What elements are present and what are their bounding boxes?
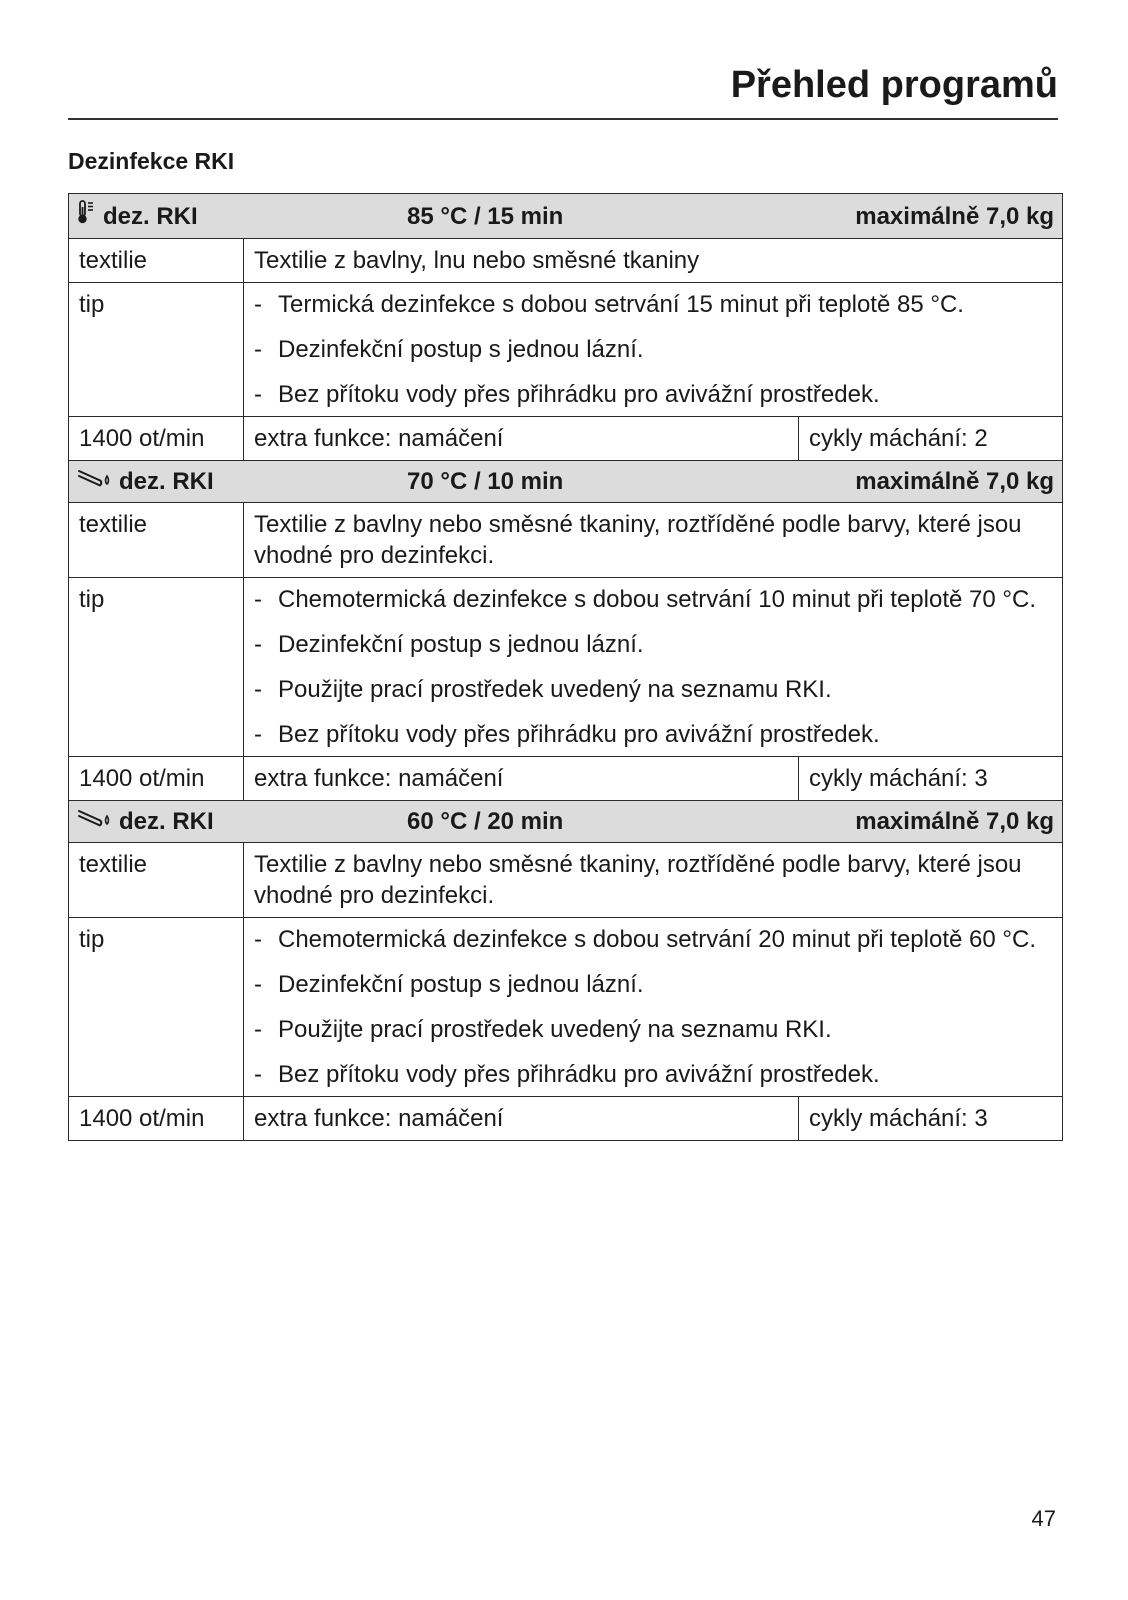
tip-list	[254, 289, 1052, 410]
extra-function: extra funkce: namáčení	[244, 757, 799, 801]
chemo-dose-icon	[77, 806, 113, 837]
program-header-row	[69, 461, 1063, 503]
tip-item: - Termická dezinfekce s dobou setrvání 15 minut při teplotě 85 °C.	[254, 289, 1052, 320]
tip-item: - Dezinfekční postup s jednou lázní.	[254, 969, 1052, 1000]
program-max-load: maximálně 7,0 kg	[855, 202, 1055, 230]
textile-value: Textilie z bavlny nebo směsné tkaniny, roztříděné podle barvy, které jsou vhodné pro dezinfekci.	[244, 843, 1063, 918]
tip-item: - Bez přítoku vody přes přihrádku pro avivážní prostředek.	[254, 719, 1052, 750]
tip-item: - Bez přítoku vody přes přihrádku pro avivážní prostředek.	[254, 1059, 1052, 1090]
page-number: 47	[1031, 1506, 1056, 1531]
textile-value: Textilie z bavlny nebo směsné tkaniny, roztříděné podle barvy, které jsou vhodné pro dezinfekci.	[244, 503, 1063, 578]
program-name: dez. RKI	[119, 808, 214, 835]
tip-list	[254, 584, 1052, 750]
program-temp-time: 70 °C / 10 min	[407, 468, 564, 495]
textile-value: Textilie z bavlny, lnu nebo směsné tkaniny	[244, 239, 1063, 283]
tip-item: - Použijte prací prostředek uvedený na seznamu RKI.	[254, 674, 1052, 705]
tip-label: tip	[69, 578, 244, 757]
program-temp-time: 85 °C / 15 min	[407, 202, 564, 230]
tip-item: - Bez přítoku vody přes přihrádku pro avivážní prostředek.	[254, 379, 1052, 410]
tip-item: - Chemotermická dezinfekce s dobou setrvání 20 minut při teplotě 60 °C.	[254, 924, 1052, 955]
page-title: Přehled programů	[730, 64, 1058, 106]
program-max-load: maximálně 7,0 kg	[855, 808, 1055, 835]
tip-item: - Chemotermická dezinfekce s dobou setrvání 10 minut při teplotě 70 °C.	[254, 584, 1052, 615]
extra-function: extra funkce: namáčení	[244, 417, 799, 461]
rinse-cycles: cykly máchání: 3	[799, 757, 1063, 801]
section-title: Dezinfekce RKI	[68, 148, 235, 174]
settings-row	[69, 417, 1063, 461]
textile-row	[69, 503, 1063, 578]
tip-row	[69, 918, 1063, 1097]
program-name: dez. RKI	[103, 202, 198, 230]
textile-label: textilie	[69, 239, 244, 283]
tip-row	[69, 578, 1063, 757]
program-table	[68, 193, 1063, 1141]
textile-label: textilie	[69, 843, 244, 918]
program-header-row	[69, 194, 1063, 239]
program-temp-time: 60 °C / 20 min	[407, 808, 564, 835]
spin-speed: 1400 ot/min	[69, 1097, 244, 1141]
rinse-cycles: cykly máchání: 3	[799, 1097, 1063, 1141]
program-header-row	[69, 801, 1063, 843]
textile-row	[69, 239, 1063, 283]
tip-item: - Použijte prací prostředek uvedený na seznamu RKI.	[254, 1014, 1052, 1045]
textile-row	[69, 843, 1063, 918]
tip-item: - Dezinfekční postup s jednou lázní.	[254, 334, 1052, 365]
tip-row	[69, 283, 1063, 417]
extra-function: extra funkce: namáčení	[244, 1097, 799, 1141]
program-name: dez. RKI	[119, 468, 214, 495]
settings-row	[69, 757, 1063, 801]
rinse-cycles: cykly máchání: 2	[799, 417, 1063, 461]
chemo-dose-icon	[77, 466, 113, 497]
textile-label: textilie	[69, 503, 244, 578]
spin-speed: 1400 ot/min	[69, 417, 244, 461]
tip-item: - Dezinfekční postup s jednou lázní.	[254, 629, 1052, 660]
settings-row	[69, 1097, 1063, 1141]
tip-label: tip	[69, 283, 244, 417]
tip-label: tip	[69, 918, 244, 1097]
thermometer-icon	[77, 199, 97, 233]
tip-list	[254, 924, 1052, 1090]
program-max-load: maximálně 7,0 kg	[855, 468, 1055, 495]
spin-speed: 1400 ot/min	[69, 757, 244, 801]
header-divider	[68, 118, 1058, 120]
